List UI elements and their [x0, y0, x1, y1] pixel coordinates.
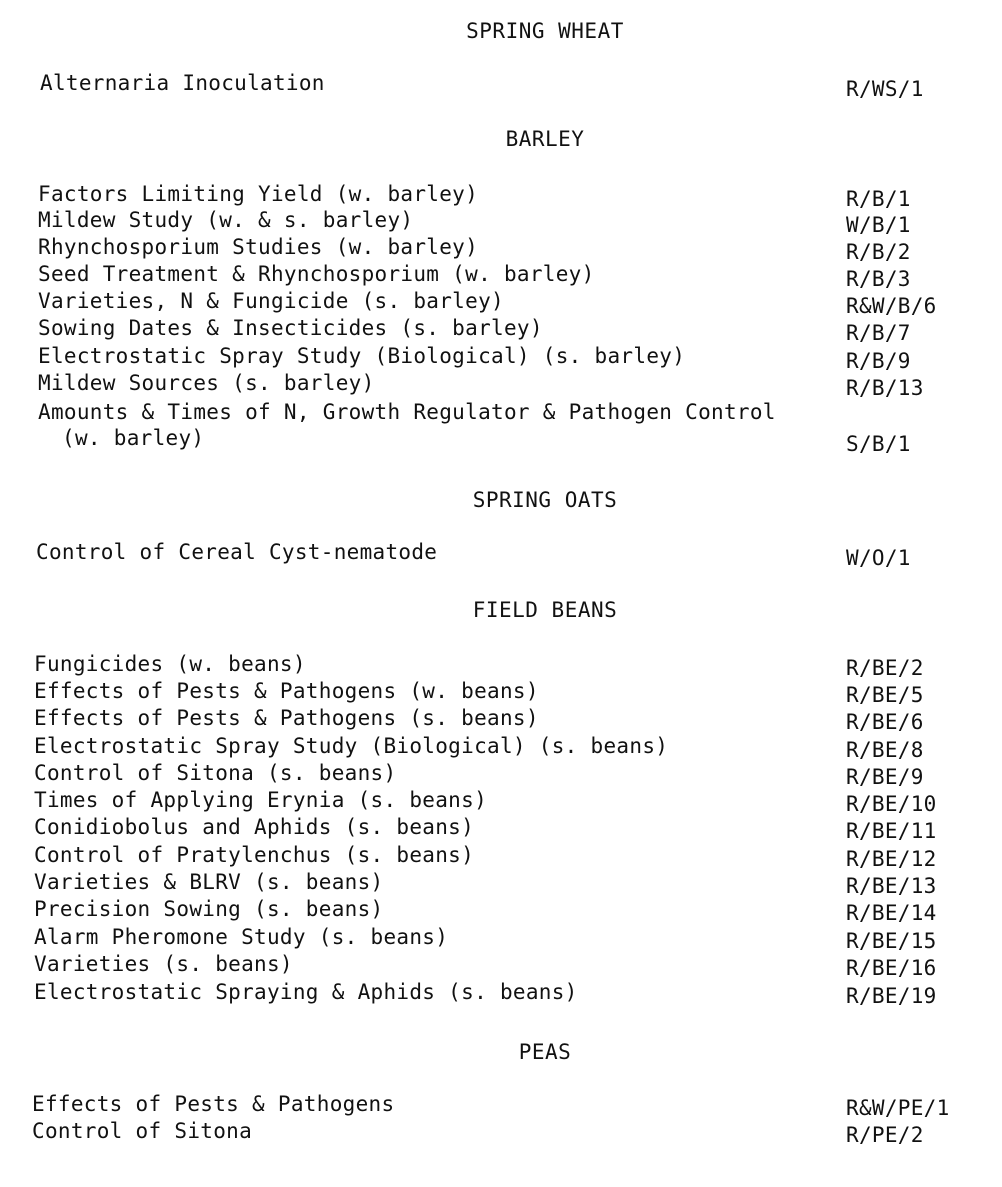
list-item	[0, 400, 1002, 460]
item-label: Electrostatic Spray Study (Biological) (s. barley)	[38, 344, 686, 368]
item-label: Varieties & BLRV (s. beans)	[34, 870, 384, 894]
item-code: R/BE/6	[846, 710, 924, 734]
item-label: Control of Sitona	[32, 1119, 253, 1143]
section-heading-spring-oats: SPRING OATS	[472, 488, 618, 512]
item-code: R/B/9	[846, 349, 911, 373]
list-item	[0, 679, 1002, 706]
item-code: R/BE/19	[846, 984, 937, 1008]
list-item	[0, 897, 1002, 924]
list-item	[0, 235, 1002, 262]
item-label: Alarm Pheromone Study (s. beans)	[34, 925, 449, 949]
list-item	[0, 1119, 1002, 1146]
list-item	[0, 71, 1002, 101]
list-item	[0, 980, 1002, 1007]
item-label: Precision Sowing (s. beans)	[34, 897, 384, 921]
item-label: Effects of Pests & Pathogens	[32, 1092, 395, 1116]
item-code: S/B/1	[846, 432, 911, 456]
item-label: Amounts & Times of N, Growth Regulator & Pathogen Control	[38, 400, 776, 424]
item-label: Conidiobolus and Aphids (s. beans)	[34, 815, 475, 839]
list-item	[0, 706, 1002, 733]
section-heading-peas: PEAS	[518, 1040, 572, 1064]
item-label: Mildew Study (w. & s. barley)	[38, 208, 414, 232]
list-item	[0, 652, 1002, 679]
item-code: W/B/1	[846, 213, 911, 237]
item-code: R&W/PE/1	[846, 1096, 950, 1120]
item-code: R/BE/8	[846, 738, 924, 762]
list-item	[0, 815, 1002, 842]
item-code: R/BE/9	[846, 765, 924, 789]
item-label: Rhynchosporium Studies (w. barley)	[38, 235, 479, 259]
item-code: R/BE/14	[846, 901, 937, 925]
list-item	[0, 761, 1002, 788]
list-item	[0, 208, 1002, 235]
list-item	[0, 734, 1002, 761]
item-code: R/B/7	[846, 321, 911, 345]
item-label: Alternaria Inoculation	[40, 71, 325, 95]
list-item	[0, 540, 1002, 570]
item-label: Control of Cereal Cyst-nematode	[36, 540, 438, 564]
item-label: Effects of Pests & Pathogens (s. beans)	[34, 706, 539, 730]
item-code: R/BE/2	[846, 656, 924, 680]
item-code: R/BE/13	[846, 874, 937, 898]
item-label: Electrostatic Spraying & Aphids (s. beans)	[34, 980, 578, 1004]
item-code: R/BE/10	[846, 792, 937, 816]
list-item	[0, 262, 1002, 289]
item-code: R/B/2	[846, 240, 911, 264]
item-label: Effects of Pests & Pathogens (w. beans)	[34, 679, 539, 703]
section-heading-spring-wheat: SPRING WHEAT	[466, 19, 624, 43]
item-label: Times of Applying Erynia (s. beans)	[34, 788, 488, 812]
list-item	[0, 344, 1002, 371]
list-item	[0, 316, 1002, 343]
item-code: R/BE/12	[846, 847, 937, 871]
item-label: Control of Pratylenchus (s. beans)	[34, 843, 475, 867]
item-code: R/BE/15	[846, 929, 937, 953]
section-heading-barley: BARLEY	[505, 127, 585, 151]
item-code: R/B/13	[846, 376, 924, 400]
section-heading-field-beans: FIELD BEANS	[472, 598, 618, 622]
item-label: Control of Sitona (s. beans)	[34, 761, 397, 785]
list-item	[0, 788, 1002, 815]
item-code: R/BE/5	[846, 683, 924, 707]
item-label: Varieties (s. beans)	[34, 952, 293, 976]
list-item	[0, 1092, 1002, 1119]
list-item	[0, 289, 1002, 316]
item-code: R/PE/2	[846, 1123, 924, 1147]
item-code: R/BE/11	[846, 819, 937, 843]
item-label: Varieties, N & Fungicide (s. barley)	[38, 289, 504, 313]
item-label: Seed Treatment & Rhynchosporium (w. barley)	[38, 262, 595, 286]
item-label: Factors Limiting Yield (w. barley)	[38, 182, 479, 206]
list-item	[0, 843, 1002, 870]
item-label: Mildew Sources (s. barley)	[38, 371, 375, 395]
list-item	[0, 952, 1002, 979]
item-label: Sowing Dates & Insecticides (s. barley)	[38, 316, 543, 340]
item-label: Electrostatic Spray Study (Biological) (s. beans)	[34, 734, 669, 758]
item-code: W/O/1	[846, 546, 911, 570]
list-item	[0, 371, 1002, 398]
list-item	[0, 925, 1002, 952]
item-code: R/B/3	[846, 267, 911, 291]
item-label: Fungicides (w. beans)	[34, 652, 306, 676]
item-code: R/B/1	[846, 187, 911, 211]
item-code: R/BE/16	[846, 956, 937, 980]
list-item	[0, 870, 1002, 897]
item-label-continuation: (w. barley)	[62, 426, 205, 450]
list-item	[0, 182, 1002, 209]
item-code: R&W/B/6	[846, 294, 937, 318]
item-code: R/WS/1	[846, 77, 924, 101]
